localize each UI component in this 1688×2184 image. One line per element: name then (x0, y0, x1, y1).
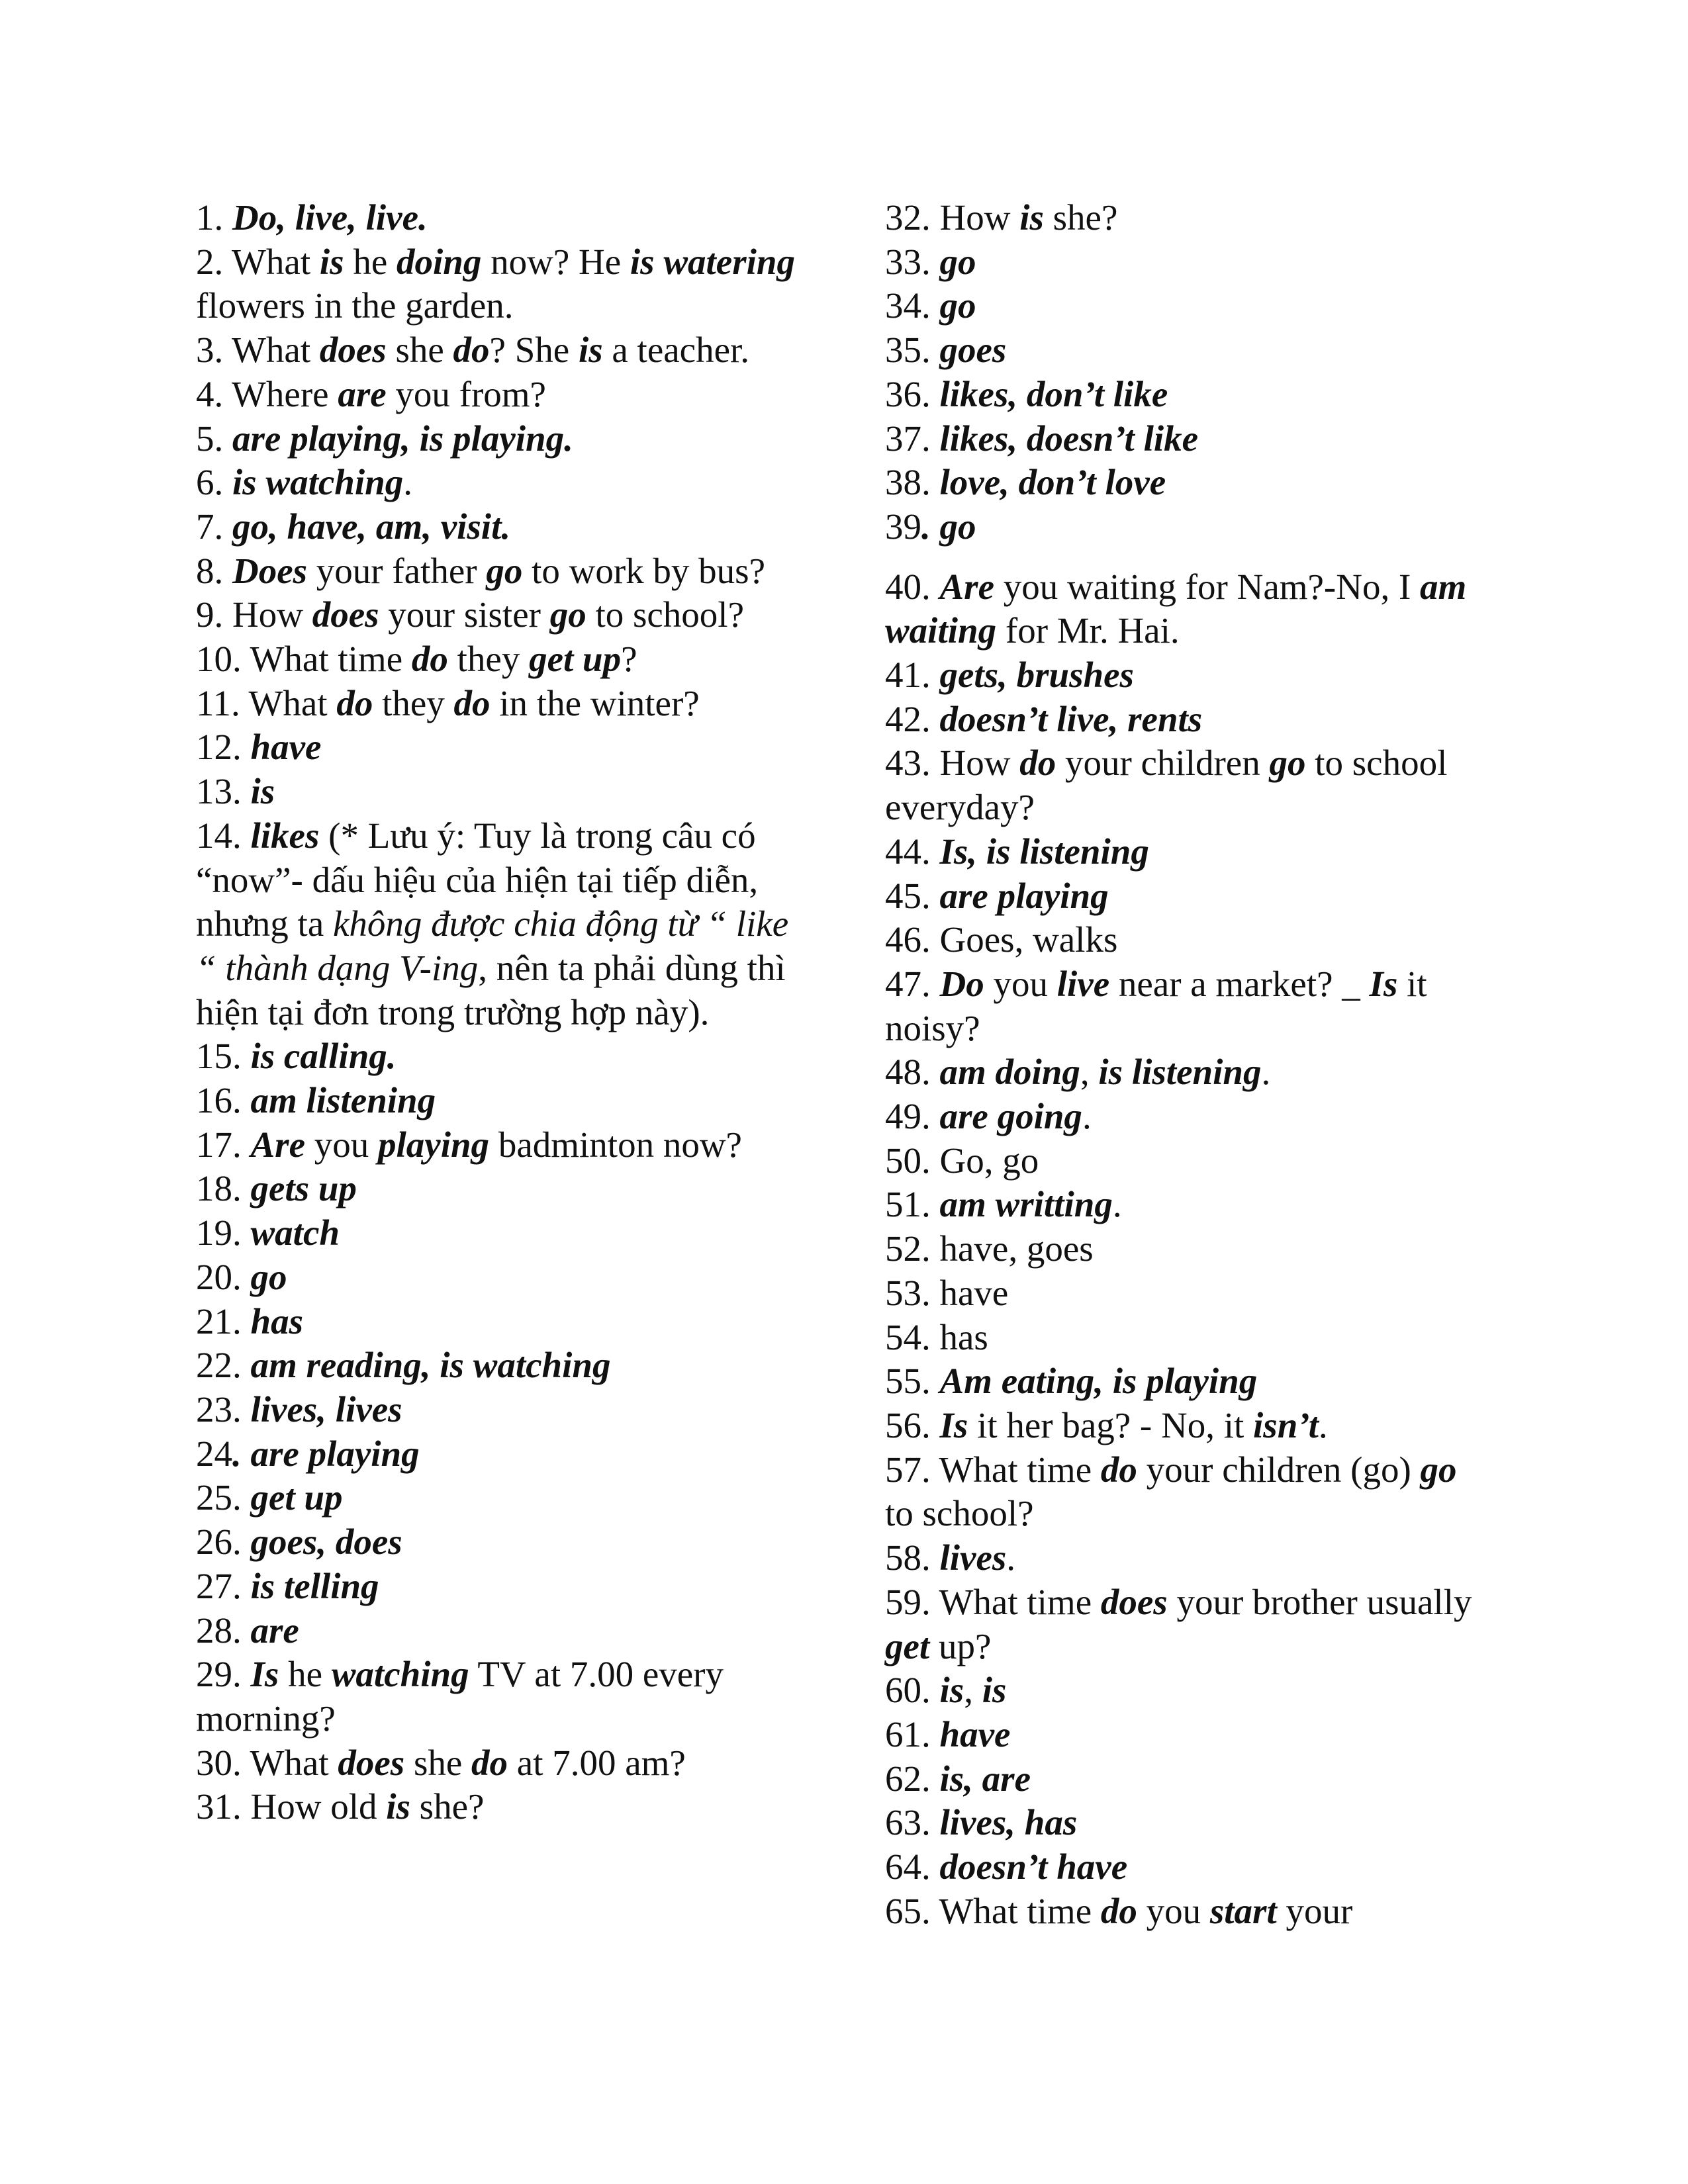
answer-text: he (279, 1654, 332, 1695)
answer-item (196, 1653, 795, 1741)
emphasized-text: likes, doesn’t like (939, 418, 1199, 459)
emphasized-text: are playing (939, 875, 1109, 916)
answer-text: 21. (196, 1300, 251, 1342)
answer-item (885, 505, 1481, 549)
emphasized-text: doing (396, 241, 482, 282)
answer-text: you from? (386, 373, 546, 414)
emphasized-text: Do, live, live. (232, 197, 428, 238)
answer-item (196, 1476, 795, 1520)
answer-text: 31. How old (196, 1786, 387, 1827)
emphasized-text: is (319, 241, 344, 282)
answer-text: 28. (196, 1610, 251, 1651)
answer-item (196, 240, 795, 328)
answer-text: 43. How (885, 743, 1020, 784)
answer-text: she (386, 330, 453, 371)
answer-text: 41. (885, 655, 940, 696)
emphasized-text: go (939, 241, 976, 282)
answer-text: ? (621, 639, 637, 680)
answer-item (885, 1095, 1481, 1139)
answer-text: ? She (489, 330, 579, 371)
answer-item (196, 770, 795, 814)
emphasized-text: does (312, 594, 379, 635)
emphasized-text: love, don’t love (939, 462, 1166, 503)
answer-item (196, 725, 795, 770)
answer-text: 15. (196, 1036, 251, 1077)
answer-column-right (885, 196, 1481, 1933)
emphasized-text: gets, brushes (939, 655, 1134, 696)
answer-text: 30. What (196, 1742, 338, 1783)
answer-text: . (1318, 1404, 1328, 1445)
emphasized-text: am listening (250, 1080, 436, 1121)
emphasized-text: am doing (939, 1052, 1080, 1093)
answer-text: 18. (196, 1168, 251, 1209)
emphasized-text: . are playing (232, 1433, 420, 1474)
emphasized-text: lives, has (939, 1802, 1078, 1843)
answer-text: , (964, 1670, 982, 1711)
answer-item (885, 874, 1481, 919)
emphasized-text: không được chia động từ “ like “ thành dạng V-ing (196, 903, 789, 988)
answer-text: 2. What (196, 241, 320, 282)
answer-text: 22. (196, 1345, 251, 1386)
answer-text: now? He (481, 241, 630, 282)
answer-item (885, 1845, 1481, 1889)
answer-item (196, 1300, 795, 1344)
answer-text: 20. (196, 1256, 251, 1297)
emphasized-text: Are (250, 1124, 305, 1165)
emphasized-text: do (453, 330, 490, 371)
answer-item (196, 682, 795, 726)
answer-item (196, 1123, 795, 1167)
answer-text: 63. (885, 1802, 940, 1843)
emphasized-text: is (250, 771, 275, 812)
answer-text: 61. (885, 1713, 940, 1754)
answer-item (885, 1668, 1481, 1713)
answer-item (885, 240, 1481, 285)
answer-text: near a market? _ (1109, 963, 1370, 1004)
emphasized-text: am reading, is watching (250, 1345, 611, 1386)
emphasized-text: is (982, 1670, 1007, 1711)
answer-text: you (984, 963, 1057, 1004)
answer-text: 29. (196, 1654, 251, 1695)
answer-text: they (447, 639, 530, 680)
answer-text: 24 (196, 1433, 232, 1474)
answer-text: 65. What time (885, 1890, 1101, 1931)
emphasized-text: Is (250, 1654, 279, 1695)
answer-text: 26. (196, 1522, 251, 1563)
answer-text (655, 242, 664, 282)
answer-item (196, 1167, 795, 1211)
answer-item (196, 1255, 795, 1300)
answer-item (196, 814, 795, 1035)
emphasized-text: do (411, 639, 448, 680)
emphasized-text: live (1056, 963, 1110, 1004)
answer-text: 55. (885, 1361, 940, 1402)
answer-item (196, 1520, 795, 1565)
answer-item (196, 196, 795, 240)
answer-item (885, 1316, 1481, 1360)
answer-text: 51. (885, 1184, 940, 1225)
emphasized-text: Does (232, 550, 308, 591)
answer-text: your children (go) (1137, 1449, 1421, 1490)
emphasized-text: doesn’t have (939, 1846, 1128, 1888)
answer-text: 38. (885, 462, 940, 503)
emphasized-text: go (486, 550, 523, 591)
emphasized-text: likes (250, 815, 320, 856)
answer-text: . (403, 462, 413, 503)
answer-text: 11. What (196, 682, 337, 723)
answer-text: 13. (196, 771, 251, 812)
answer-text: 40. (885, 566, 940, 607)
answer-text: 62. (885, 1758, 940, 1799)
emphasized-text: go (1420, 1449, 1457, 1490)
answer-text: up? (929, 1625, 992, 1666)
answer-text: she (404, 1742, 472, 1783)
answer-item (885, 1580, 1481, 1668)
answer-item (885, 830, 1481, 874)
answer-text: to school? (586, 594, 744, 635)
answer-text: you waiting for Nam?-No, I (994, 566, 1421, 607)
emphasized-text: do (336, 682, 373, 723)
answer-text: 9. How (196, 594, 312, 635)
answer-item (885, 1757, 1481, 1801)
answer-text: . (1112, 1184, 1122, 1225)
answer-item (885, 1889, 1481, 1934)
answer-text: 7. (196, 506, 232, 547)
emphasized-text: Do (939, 963, 984, 1004)
emphasized-text: do (471, 1742, 508, 1783)
answer-text: 33. (885, 241, 940, 282)
answer-text: 16. (196, 1080, 251, 1121)
answer-text: 36. (885, 373, 940, 414)
emphasized-text: Is, is listening (939, 831, 1149, 872)
emphasized-text: are going (939, 1096, 1082, 1137)
emphasized-text: isn’t (1253, 1404, 1319, 1445)
emphasized-text: watching (331, 1654, 469, 1695)
answer-item (885, 1404, 1481, 1448)
emphasized-text: is (630, 241, 655, 282)
answer-text: you (1137, 1890, 1210, 1931)
answer-text: 10. What time (196, 639, 412, 680)
answer-text: 52. have, goes (885, 1228, 1094, 1269)
answer-item (885, 741, 1481, 829)
answer-item (196, 1079, 795, 1123)
emphasized-text: do (1100, 1890, 1137, 1931)
emphasized-text: am writting (939, 1184, 1113, 1225)
answer-text: your brother usually (1167, 1581, 1472, 1622)
emphasized-text: is listening (1098, 1052, 1262, 1093)
answer-item (885, 1139, 1481, 1183)
emphasized-text: go (1269, 743, 1306, 784)
answer-text: to school everyday? (885, 743, 1448, 828)
answer-text: 25. (196, 1477, 251, 1518)
emphasized-text: go, have, am, visit. (232, 506, 511, 547)
answer-text: 64. (885, 1846, 940, 1888)
answer-text: 34. (885, 285, 940, 326)
answer-text: it her bag? - No, it (968, 1404, 1254, 1445)
answer-item (885, 328, 1481, 373)
answer-item (885, 417, 1481, 461)
answer-item (885, 653, 1481, 698)
answer-text: 17. (196, 1124, 251, 1165)
answer-text: 1. (196, 197, 232, 238)
answer-item (885, 698, 1481, 742)
answer-text: . (1006, 1537, 1016, 1578)
emphasized-text: playing (378, 1124, 490, 1165)
answer-text: 39 (885, 506, 921, 547)
answer-text: she? (410, 1786, 485, 1827)
answer-item (196, 1785, 795, 1829)
emphasized-text: go (250, 1256, 287, 1297)
answer-item (196, 373, 795, 417)
emphasized-text: goes, does (250, 1522, 402, 1563)
emphasized-text: Is (1369, 963, 1398, 1004)
answer-text: , nên ta phải dùng thì hiện tại đơn trong trường hợp này). (196, 947, 786, 1032)
emphasized-text: have (250, 727, 322, 768)
answer-text: 45. (885, 875, 940, 916)
answer-text: 6. (196, 462, 232, 503)
answer-item (196, 1211, 795, 1255)
answer-text: 46. Goes, walks (885, 919, 1118, 960)
answer-text: it noisy? (885, 963, 1427, 1048)
answer-text: 44. (885, 831, 940, 872)
emphasized-text: is watching (232, 462, 404, 503)
answer-text: flowers in the garden. (196, 285, 514, 326)
emphasized-text: are playing, is playing. (232, 418, 573, 459)
answer-text: 54. has (885, 1316, 988, 1357)
answer-item (885, 1227, 1481, 1271)
answer-item (885, 1183, 1481, 1227)
answer-text: a teacher. (602, 330, 750, 371)
answer-text: . (1261, 1052, 1271, 1093)
answer-item (196, 505, 795, 549)
answer-text: 8. (196, 550, 232, 591)
answer-text: 49. (885, 1096, 940, 1137)
emphasized-text: is calling. (250, 1036, 397, 1077)
emphasized-text: get up (529, 639, 622, 680)
emphasized-text: Are (939, 566, 994, 607)
answer-text: he (344, 241, 397, 282)
answer-item (885, 1050, 1481, 1095)
emphasized-text: lives, lives (250, 1388, 402, 1430)
answer-item (885, 1271, 1481, 1316)
answer-text: 58. (885, 1537, 940, 1578)
emphasized-text: lives (939, 1537, 1007, 1578)
answer-text: to school? (885, 1493, 1034, 1534)
answer-text: TV at 7.00 every morning? (196, 1654, 724, 1739)
emphasized-text: is (578, 330, 603, 371)
answer-text: in the winter? (490, 682, 700, 723)
answer-text: 35. (885, 330, 940, 371)
answer-text: badminton now? (489, 1124, 742, 1165)
answer-text: 59. What time (885, 1581, 1101, 1622)
emphasized-text: do (1019, 743, 1056, 784)
emphasized-text: likes, don’t like (939, 373, 1168, 414)
answer-text: 32. How (885, 197, 1020, 238)
answer-text: 27. (196, 1565, 251, 1606)
answer-text: 19. (196, 1212, 251, 1253)
answer-item (196, 637, 795, 682)
answer-text: your father (307, 550, 487, 591)
answer-text: 23. (196, 1388, 251, 1430)
emphasized-text: is telling (250, 1565, 379, 1606)
emphasized-text: gets up (250, 1168, 357, 1209)
answer-item (196, 417, 795, 461)
answer-item (196, 1034, 795, 1079)
answer-item (885, 284, 1481, 328)
answer-item (885, 1801, 1481, 1845)
answer-text: , (1080, 1052, 1099, 1093)
answer-item (885, 565, 1481, 653)
emphasized-text: am waiting (885, 566, 1467, 651)
answer-text: she? (1043, 197, 1118, 238)
emphasized-text: start (1209, 1890, 1277, 1931)
answer-text: 12. (196, 727, 251, 768)
answer-item (196, 328, 795, 373)
answer-text: they (373, 682, 454, 723)
emphasized-text: Am eating, is playing (939, 1361, 1258, 1402)
emphasized-text: go (939, 285, 976, 326)
emphasized-text: are (250, 1610, 299, 1651)
answer-text: 60. (885, 1670, 940, 1711)
answer-text: . (1082, 1096, 1092, 1137)
answer-text: 5. (196, 418, 232, 459)
emphasized-text: watch (250, 1212, 340, 1253)
answer-text: 37. (885, 418, 940, 459)
answer-item (196, 1609, 795, 1653)
answer-item (885, 1713, 1481, 1757)
answer-text: 57. What time (885, 1449, 1101, 1490)
answer-item (885, 196, 1481, 240)
answer-text: 48. (885, 1052, 940, 1093)
emphasized-text: watering (663, 241, 795, 282)
emphasized-text: does (319, 330, 387, 371)
emphasized-text: get (885, 1625, 930, 1666)
answer-item (885, 918, 1481, 962)
emphasized-text: have (939, 1713, 1011, 1754)
emphasized-text: go (549, 594, 586, 635)
answer-item (885, 373, 1481, 417)
answer-item (196, 1388, 795, 1432)
emphasized-text: is (1019, 197, 1044, 238)
emphasized-text: is, are (939, 1758, 1031, 1799)
answer-item (885, 1536, 1481, 1580)
answer-text: 53. have (885, 1272, 1009, 1313)
answer-item (196, 549, 795, 594)
emphasized-text: does (1100, 1581, 1168, 1622)
emphasized-text: is (386, 1786, 410, 1827)
answer-text: you (305, 1124, 378, 1165)
answer-text: to work by bus? (522, 550, 765, 591)
emphasized-text: goes (939, 330, 1007, 371)
emphasized-text: . go (921, 506, 976, 547)
answer-text: 50. Go, go (885, 1140, 1039, 1181)
emphasized-text: do (453, 682, 491, 723)
emphasized-text: get up (250, 1477, 343, 1518)
emphasized-text: is (939, 1670, 964, 1711)
answer-item (196, 1432, 795, 1477)
answer-text: for Mr. Hai. (996, 610, 1180, 651)
answer-text: 4. Where (196, 373, 338, 414)
answer-item (196, 1343, 795, 1388)
answer-text: 56. (885, 1404, 940, 1445)
answer-text: your sister (379, 594, 550, 635)
emphasized-text: do (1100, 1449, 1137, 1490)
answer-item (885, 461, 1481, 505)
answer-text: at 7.00 am? (508, 1742, 686, 1783)
answer-item (196, 1741, 795, 1786)
emphasized-text: does (338, 1742, 405, 1783)
emphasized-text: Is (939, 1404, 968, 1445)
emphasized-text: are (338, 373, 387, 414)
answer-item (885, 962, 1481, 1050)
answer-item (885, 1359, 1481, 1404)
answer-item (885, 1448, 1481, 1536)
answer-item (196, 593, 795, 637)
answer-text: your (1276, 1890, 1353, 1931)
answer-item (196, 1565, 795, 1609)
emphasized-text: doesn’t live, rents (939, 698, 1203, 739)
answer-item (196, 461, 795, 505)
answer-text: 47. (885, 963, 940, 1004)
answer-text: your children (1056, 743, 1270, 784)
answer-text: 3. What (196, 330, 320, 371)
answer-text: 42. (885, 698, 940, 739)
answer-text: 14. (196, 815, 251, 856)
answer-column-left (196, 196, 795, 1829)
emphasized-text: has (250, 1300, 303, 1342)
answer-text: (* Lưu ý: Tuy là trong câu có “now”- dấu hiệu của hiện tại tiếp diễn, nhưng ta (196, 815, 759, 944)
